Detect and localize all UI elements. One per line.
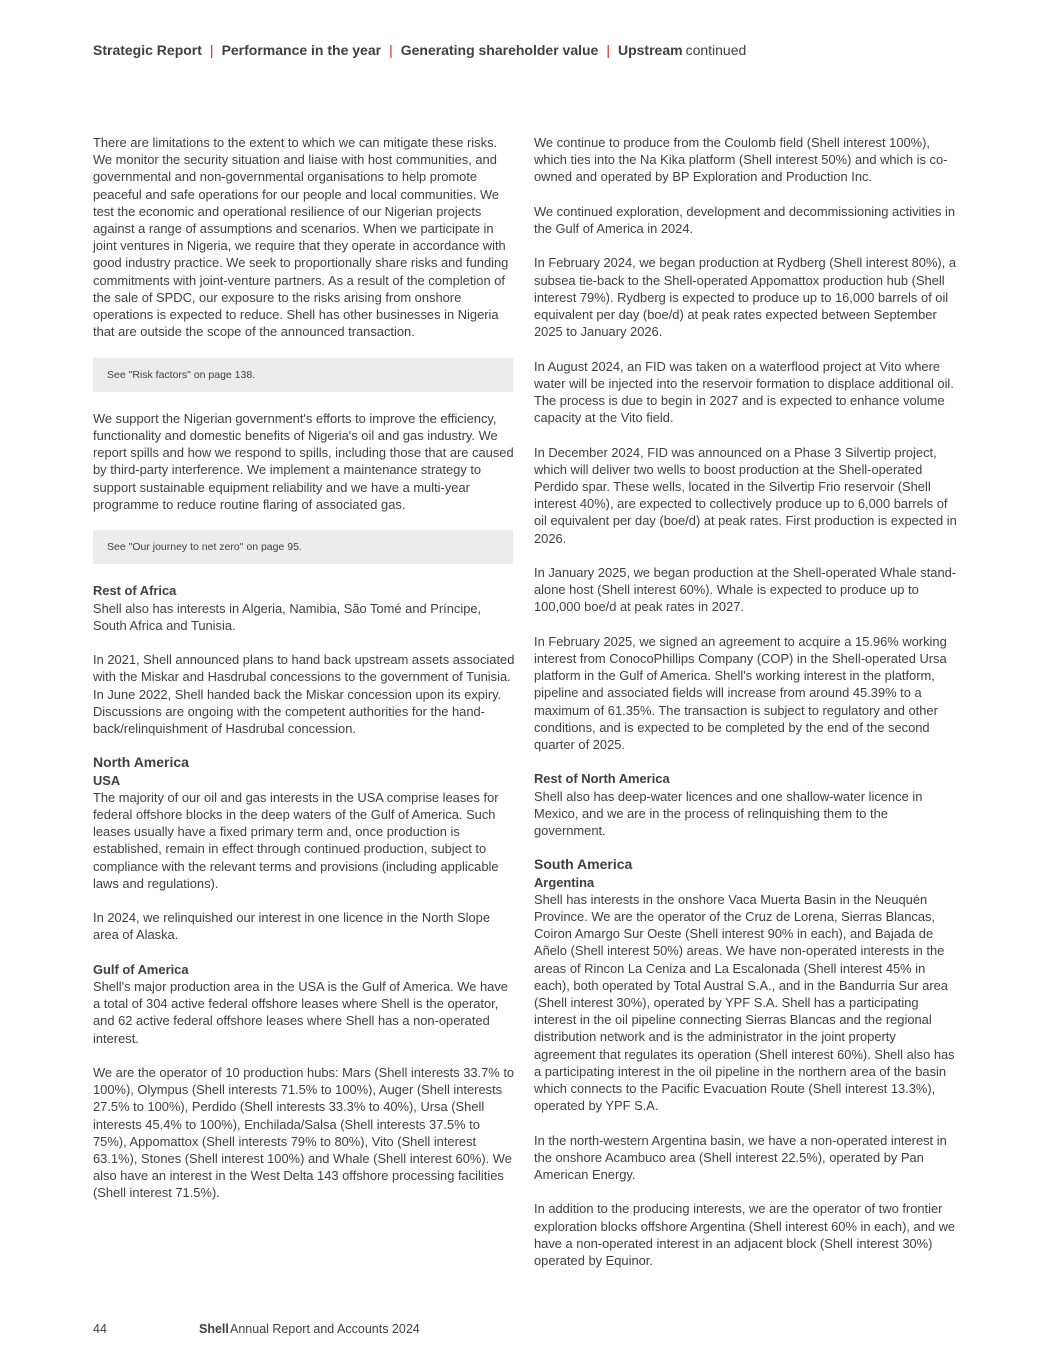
paragraph-risk-mitigation: There are limitations to the extent to which we can mitigate these risks. We monitor the security situation and liaise with host communities, and governmental and non-governmental organisations to help promote peaceful and safe operations for our people and local communities. We test the economic and operational resilience of our Nigerian projects against a range of assumptions and scenarios. When we participate in joint ventures in Nigeria, we require that they operate in accordance with good industry practice. We seek to proportionally share risks and funding commitments with joint-venture partners. As a result of the completion of the sale of SPDC, our exposure to the risks arising from onshore operations is expected to reduce. Shell has other businesses in Nigeria that are outside the scope of the announced transaction.	[93, 135, 509, 340]
paragraph-gulf-leases: Shell's major production area in the USA is the Gulf of America. We have a total of 304 active federal offshore leases where Shell is the operator, and 62 active federal offshore leases where Shell has a non-operated interest.	[93, 979, 508, 1046]
breadcrumb-separator: |	[209, 42, 214, 58]
breadcrumb-shareholder-value[interactable]: Generating shareholder value	[400, 42, 599, 58]
right-column	[534, 134, 959, 1286]
paragraph-whale: In January 2025, we began production at the Shell-operated Whale stand-alone host (Shell interest 60%). Whale is expected to produce up to 100,000 boe/d at peak rates in 2027.	[534, 565, 957, 615]
breadcrumb-separator: |	[606, 42, 610, 58]
breadcrumb	[93, 42, 746, 58]
paragraph-mexico: Shell also has deep-water licences and one shallow-water licence in Mexico, and we are in the process of relinquishing them to the government.	[534, 788, 923, 839]
heading-rest-of-africa: Rest of Africa	[93, 583, 177, 599]
publication-title: Annual Report and Accounts 2024	[230, 1322, 420, 1336]
paragraph-nigeria-support: We support the Nigerian government's efforts to improve the efficiency, functionality and domestic benefits of Nigeria's oil and gas industry. We report spills and how we respond to spills, including those that are caused by third-party interference. We implement a maintenance strategy to support sustainable equipment reliability and we have a multi-year programme to reduce routine flaring of associated gas.	[93, 410, 514, 512]
heading-argentina: Argentina	[534, 874, 595, 890]
paragraph-rydberg: In February 2024, we began production at Rydberg (Shell interest 80%), a subsea tie-back to the Shell-operated Appomattox production hub (Shell interest 79%). Rydberg is expected to produce up to 16,000 barrels of oil equivalent per day (boe/d) at peak rates expected between September 2025 to January 2026.	[534, 255, 957, 340]
paragraph-usa-leases: The majority of our oil and gas interests in the USA comprise leases for federal offshore blocks in the deep waters of the Gulf of America. Such leases usually have a fixed primary term and, once production is established, remain in effect through continued production, subject to compliance with the relevant terms and provisions (including applicable laws and regulations).	[93, 789, 499, 891]
breadcrumb-performance[interactable]: Performance in the year	[221, 42, 382, 58]
paragraph-ursa-acquisition: In February 2025, we signed an agreement to acquire a 15.96% working interest from ConocoPhillips Company (COP) in the Shell-operated Ursa platform in the Gulf of America. Shell's working interest in the platform, pipeline and associated fields will increase from around 45.39% to a maximum of 61.35%. The transaction is subject to regulatory and other conditions, and is expected to be completed by the end of the second quarter of 2025.	[534, 633, 947, 753]
cross-reference-risk-factors[interactable]: See "Risk factors" on page 138.	[93, 358, 513, 392]
paragraph-offshore-argentina: In addition to the producing interests, we are the operator of two frontier exploration blocks offshore Argentina (Shell interest 60% in each), and we have a non-operated interest in an adjacent block (Shell interest 30%) operated by Equinor.	[534, 1201, 956, 1269]
paragraph-vito-waterflood: In August 2024, an FID was taken on a waterflood project at Vito where water will be injected into the reservoir formation to displace additional oil. The process is due to begin in 2027 and is expected to enhance volume capacity at the Vito field.	[534, 358, 954, 426]
heading-south-america: South America	[534, 856, 633, 873]
heading-rest-of-north-america: Rest of North America	[534, 771, 670, 787]
left-column	[93, 134, 515, 1219]
paragraph-silvertip: In December 2024, FID was announced on a Phase 3 Silvertip project, which will deliver two wells to boost production at the Shell-operated Perdido spar. These wells, located in the Silvertip Frio reservoir (Shell interest 40%), are expected to collectively produce up to 6,000 barrels of oil equivalent per day (boe/d) at peak rates. First production is expected in 2026.	[534, 444, 957, 546]
heading-gulf-of-america: Gulf of America	[93, 961, 189, 977]
breadcrumb-upstream[interactable]: Upstream	[617, 42, 683, 58]
breadcrumb-strategic-report[interactable]: Strategic Report	[93, 42, 202, 58]
paragraph-production-hubs: We are the operator of 10 production hubs: Mars (Shell interests 33.7% to 100%), Olympus (Shell interests 71.5% to 100%), Auger (Shell interests 27.5% to 100%), Perdido (Shell interests 33.3% to 40%), Ursa (Shell interests 45.4% to 100%), Enchilada/Salsa (Shell interests 37.5% to 75%), Appomattox (Shell interests 79% to 80%), Vito (Shell interest 63.1%), Stones (Shell interest 100%) and Whale (Shell interest 60%). We also have an interest in the West Delta 143 offshore processing facilities (Shell interest 71.5%).	[93, 1065, 515, 1201]
cross-reference-net-zero[interactable]: See "Our journey to net zero" on page 95.	[93, 530, 513, 564]
paragraph-vaca-muerta: Shell has interests in the onshore Vaca Muerta Basin in the Neuquén Province. We are the operator of the Cruz de Lorena, Sierras Blancas, Coiron Amargo Sur Oeste (Shell interest 90% in each), and Bajada de Añelo (Shell interest 50%) areas. We have non-operated interests in the areas of Rincon La Ceniza and La Escalonada (Shell interest 45% in each), both operated by Total Austral S.A., and in the Bandurria Sur area (Shell interest 30%), operated by YPF S.A. Shell has a participating interest in the oil pipeline connecting Sierras Blancas and the regional distribution network and is the administrator in the joint property agreement that regulates its operation (Shell interest 60%). Shell also has a participating interest in the oil pipeline in the northern area of the basin which connects to the Pacific Evacuation Route (Shell interest 13.3%), operated by YPF S.A.	[534, 891, 955, 1114]
paragraph-acambuco: In the north-western Argentina basin, we have a non-operated interest in the onshore Acambuco area (Shell interest 22.5%), operated by Pan American Energy.	[534, 1132, 947, 1183]
paragraph-coulomb: We continue to produce from the Coulomb field (Shell interest 100%), which ties into the Na Kika platform (Shell interest 50%) and which is co-owned and operated by BP Exploration and Production Inc.	[534, 135, 948, 185]
breadcrumb-separator: |	[389, 42, 393, 58]
paragraph-rest-of-africa-interests: Shell also has interests in Algeria, Namibia, São Tomé and Príncipe, South Africa and Tunisia.	[93, 600, 482, 633]
heading-north-america: North America	[93, 754, 189, 771]
breadcrumb-continued: continued	[685, 42, 747, 58]
brand-name: Shell	[199, 1322, 229, 1336]
paragraph-alaska: In 2024, we relinquished our interest in one licence in the North Slope area of Alaska.	[93, 910, 490, 943]
paragraph-tunisia: In 2021, Shell announced plans to hand back upstream assets associated with the Miskar and Hasdrubal concessions to the government of Tunisia. In June 2022, Shell handed back the Miskar concession upon its expiry. Discussions are ongoing with the competent authorities for the hand-back/relinquishment of Hasdrubal concession.	[93, 652, 515, 737]
paragraph-exploration-2024: We continued exploration, development and decommissioning activities in the Gulf of America in 2024.	[534, 203, 956, 236]
page-number: 44	[93, 1322, 107, 1336]
heading-usa: USA	[93, 772, 121, 788]
